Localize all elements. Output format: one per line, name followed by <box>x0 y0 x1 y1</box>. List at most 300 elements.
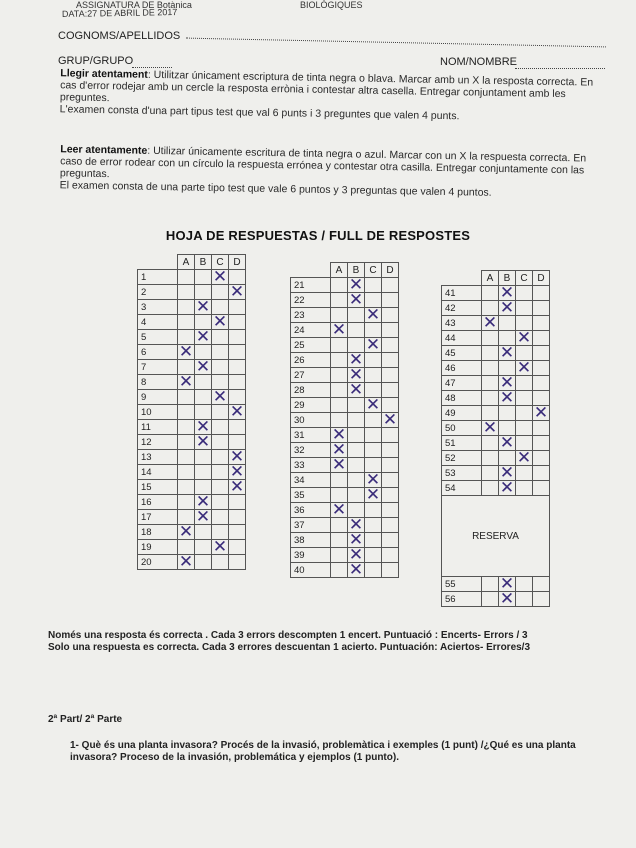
answer-cell-c[interactable] <box>212 480 229 495</box>
question-number: 32 <box>291 443 331 458</box>
answer-cell-a[interactable] <box>178 375 195 390</box>
answer-cell-a[interactable] <box>482 421 499 436</box>
answer-cell-c[interactable] <box>365 548 382 563</box>
answer-cell-c[interactable] <box>212 420 229 435</box>
answer-cell-d[interactable] <box>382 338 399 353</box>
answer-cell-c[interactable] <box>212 360 229 375</box>
answer-cell-b[interactable] <box>348 323 365 338</box>
answer-cell-a[interactable] <box>178 300 195 315</box>
instructions-ca-lead: Llegir atentament <box>60 67 148 81</box>
answer-cell-d[interactable] <box>229 555 246 570</box>
answer-cell-d[interactable] <box>229 315 246 330</box>
answer-cell-c[interactable] <box>212 555 229 570</box>
instructions-catalan <box>60 67 601 124</box>
question-row <box>138 345 246 360</box>
answer-cell-a[interactable] <box>331 383 348 398</box>
question-row <box>138 495 246 510</box>
answer-cell-a[interactable] <box>331 458 348 473</box>
answer-cell-d[interactable] <box>533 376 550 391</box>
column-header: A <box>178 255 195 270</box>
question-row <box>291 503 399 518</box>
answer-grid-1 <box>137 254 246 570</box>
header-blank <box>138 255 178 270</box>
answer-cell-d[interactable] <box>382 368 399 383</box>
question-row <box>442 331 550 346</box>
column-header: B <box>195 255 212 270</box>
answer-cell-a[interactable] <box>178 345 195 360</box>
question-number: 7 <box>138 360 178 375</box>
answer-cell-a[interactable] <box>331 323 348 338</box>
answer-cell-b[interactable] <box>195 450 212 465</box>
answer-cell-a[interactable] <box>331 473 348 488</box>
question-row <box>138 405 246 420</box>
part2-label: 2ª Part/ 2ª Parte <box>48 714 123 725</box>
question-number: 12 <box>138 435 178 450</box>
question-number: 45 <box>442 346 482 361</box>
answer-cell-c[interactable] <box>516 592 533 607</box>
column-header: D <box>229 255 246 270</box>
answer-cell-d[interactable] <box>533 346 550 361</box>
answer-cell-b[interactable] <box>499 406 516 421</box>
question-number: 31 <box>291 428 331 443</box>
exam-date: DATA:27 DE ABRIL DE 2017 <box>61 6 178 20</box>
answer-cell-a[interactable] <box>331 278 348 293</box>
question-number: 42 <box>442 301 482 316</box>
question-number: 15 <box>138 480 178 495</box>
answer-cell-b[interactable] <box>348 308 365 323</box>
answer-cell-b[interactable] <box>499 316 516 331</box>
question-row <box>442 316 550 331</box>
answer-cell-d[interactable] <box>229 360 246 375</box>
column-header: D <box>533 271 550 286</box>
question-number: 54 <box>442 481 482 496</box>
question-number: 43 <box>442 316 482 331</box>
answer-cell-b[interactable] <box>195 555 212 570</box>
answer-cell-b[interactable] <box>195 270 212 285</box>
question-number: 56 <box>442 592 482 607</box>
question-number: 37 <box>291 518 331 533</box>
question-number: 46 <box>442 361 482 376</box>
answer-cell-b[interactable] <box>348 398 365 413</box>
answer-cell-d[interactable] <box>382 293 399 308</box>
answer-cell-b[interactable] <box>195 540 212 555</box>
answer-cell-a[interactable] <box>331 368 348 383</box>
answer-cell-a[interactable] <box>178 465 195 480</box>
answer-cell-d[interactable] <box>382 323 399 338</box>
answer-cell-b[interactable] <box>499 592 516 607</box>
answer-cell-b[interactable] <box>195 510 212 525</box>
answer-cell-c[interactable] <box>516 361 533 376</box>
answer-cell-a[interactable] <box>482 436 499 451</box>
answer-cell-a[interactable] <box>482 391 499 406</box>
question-row <box>442 592 550 607</box>
question-row <box>442 361 550 376</box>
answer-cell-b[interactable] <box>348 458 365 473</box>
answer-cell-c[interactable] <box>365 518 382 533</box>
question-row <box>291 338 399 353</box>
answer-cell-c[interactable] <box>516 391 533 406</box>
question-row <box>442 346 550 361</box>
answer-cell-c[interactable] <box>516 331 533 346</box>
answer-cell-a[interactable] <box>482 361 499 376</box>
answer-cell-d[interactable] <box>533 301 550 316</box>
answer-cell-d[interactable] <box>229 480 246 495</box>
question-row <box>138 555 246 570</box>
answer-cell-a[interactable] <box>178 525 195 540</box>
answer-cell-c[interactable] <box>365 443 382 458</box>
answer-cell-c[interactable] <box>212 345 229 360</box>
answer-sheet-title: HOJA DE RESPUESTAS / FULL DE RESPOSTES <box>165 228 471 243</box>
header-blank <box>291 263 331 278</box>
answer-cell-c[interactable] <box>365 563 382 578</box>
instructions-spanish <box>60 143 601 200</box>
answer-cell-b[interactable] <box>348 473 365 488</box>
question-number: 36 <box>291 503 331 518</box>
answer-cell-c[interactable] <box>212 465 229 480</box>
answer-cell-a[interactable] <box>331 353 348 368</box>
answer-cell-d[interactable] <box>533 436 550 451</box>
question-number: 3 <box>138 300 178 315</box>
answer-cell-b[interactable] <box>195 300 212 315</box>
answer-cell-d[interactable] <box>229 345 246 360</box>
answer-cell-b[interactable] <box>195 390 212 405</box>
answer-cell-d[interactable] <box>533 421 550 436</box>
answer-cell-c[interactable] <box>212 270 229 285</box>
answer-cell-d[interactable] <box>533 481 550 496</box>
answer-cell-c[interactable] <box>365 533 382 548</box>
surname-field[interactable] <box>186 38 606 48</box>
question-row <box>138 315 246 330</box>
question-number: 17 <box>138 510 178 525</box>
question-number: 30 <box>291 413 331 428</box>
question-number: 22 <box>291 293 331 308</box>
question-number: 16 <box>138 495 178 510</box>
question-row <box>291 293 399 308</box>
answer-cell-d[interactable] <box>533 331 550 346</box>
answer-cell-d[interactable] <box>229 420 246 435</box>
answer-cell-c[interactable] <box>365 278 382 293</box>
scoring-note-catalan: Només una resposta és correcta . Cada 3 errors descompten 1 encert. Puntuació : Encerts- Errors / 3 <box>48 630 528 641</box>
answer-cell-c[interactable] <box>365 503 382 518</box>
answer-cell-b[interactable] <box>195 360 212 375</box>
answer-cell-c[interactable] <box>212 390 229 405</box>
question-row <box>291 518 399 533</box>
answer-cell-b[interactable] <box>348 563 365 578</box>
answer-cell-c[interactable] <box>516 301 533 316</box>
answer-cell-d[interactable] <box>382 488 399 503</box>
question-row <box>291 548 399 563</box>
answer-cell-a[interactable] <box>331 293 348 308</box>
answer-cell-a[interactable] <box>178 555 195 570</box>
reserva-box: RESERVA <box>442 496 550 577</box>
question-number: 50 <box>442 421 482 436</box>
answer-cell-c[interactable] <box>365 488 382 503</box>
answer-cell-d[interactable] <box>382 443 399 458</box>
answer-cell-c[interactable] <box>516 421 533 436</box>
answer-cell-d[interactable] <box>533 592 550 607</box>
question-number: 44 <box>442 331 482 346</box>
answer-cell-a[interactable] <box>178 285 195 300</box>
answer-cell-d[interactable] <box>382 383 399 398</box>
question-row <box>442 577 550 592</box>
answer-cell-b[interactable] <box>499 346 516 361</box>
answer-cell-a[interactable] <box>482 316 499 331</box>
answer-cell-a[interactable] <box>178 450 195 465</box>
answer-cell-b[interactable] <box>348 428 365 443</box>
answer-cell-d[interactable] <box>382 563 399 578</box>
answer-cell-c[interactable] <box>212 435 229 450</box>
answer-cell-d[interactable] <box>229 510 246 525</box>
answer-cell-d[interactable] <box>533 361 550 376</box>
name-field[interactable] <box>515 68 605 69</box>
answer-cell-a[interactable] <box>482 376 499 391</box>
answer-cell-b[interactable] <box>348 488 365 503</box>
answer-cell-d[interactable] <box>229 495 246 510</box>
question-number: 20 <box>138 555 178 570</box>
answer-cell-c[interactable] <box>516 286 533 301</box>
column-header: C <box>212 255 229 270</box>
answer-cell-a[interactable] <box>178 405 195 420</box>
answer-cell-d[interactable] <box>229 540 246 555</box>
answer-cell-a[interactable] <box>482 451 499 466</box>
answer-cell-d[interactable] <box>229 300 246 315</box>
question-number: 38 <box>291 533 331 548</box>
answer-cell-c[interactable] <box>212 405 229 420</box>
answer-cell-d[interactable] <box>229 330 246 345</box>
answer-cell-c[interactable] <box>212 330 229 345</box>
question-row <box>138 375 246 390</box>
question-number: 28 <box>291 383 331 398</box>
answer-cell-a[interactable] <box>482 286 499 301</box>
answer-cell-b[interactable] <box>499 301 516 316</box>
question-row <box>291 473 399 488</box>
question-row <box>442 376 550 391</box>
question-number: 49 <box>442 406 482 421</box>
question-number: 5 <box>138 330 178 345</box>
answer-cell-b[interactable] <box>348 383 365 398</box>
answer-cell-c[interactable] <box>212 540 229 555</box>
answer-cell-c[interactable] <box>365 308 382 323</box>
answer-cell-b[interactable] <box>499 436 516 451</box>
column-header: B <box>499 271 516 286</box>
question-row <box>291 458 399 473</box>
answer-cell-d[interactable] <box>382 518 399 533</box>
question-row <box>291 383 399 398</box>
answer-cell-c[interactable] <box>212 495 229 510</box>
answer-cell-d[interactable] <box>382 413 399 428</box>
answer-cell-a[interactable] <box>178 480 195 495</box>
column-header: C <box>365 263 382 278</box>
answer-cell-c[interactable] <box>212 285 229 300</box>
question-number: 39 <box>291 548 331 563</box>
question-number: 27 <box>291 368 331 383</box>
name-label: NOM/NOMBRE <box>440 56 517 68</box>
answer-cell-c[interactable] <box>516 466 533 481</box>
answer-cell-d[interactable] <box>382 548 399 563</box>
answer-cell-a[interactable] <box>178 420 195 435</box>
answer-cell-a[interactable] <box>331 548 348 563</box>
column-header: B <box>348 263 365 278</box>
question-row <box>291 533 399 548</box>
answer-cell-c[interactable] <box>212 510 229 525</box>
group-label: GRUP/GRUPO <box>58 55 134 67</box>
question-number: 55 <box>442 577 482 592</box>
question-number: 18 <box>138 525 178 540</box>
answer-cell-d[interactable] <box>229 375 246 390</box>
answer-cell-d[interactable] <box>382 428 399 443</box>
question-number: 25 <box>291 338 331 353</box>
answer-cell-a[interactable] <box>482 481 499 496</box>
question-row <box>138 285 246 300</box>
answer-cell-d[interactable] <box>533 316 550 331</box>
answer-cell-a[interactable] <box>331 503 348 518</box>
header-blank <box>442 271 482 286</box>
question-number: 34 <box>291 473 331 488</box>
question-number: 14 <box>138 465 178 480</box>
question-row <box>291 278 399 293</box>
answer-cell-d[interactable] <box>382 308 399 323</box>
answer-cell-c[interactable] <box>516 577 533 592</box>
column-header: C <box>516 271 533 286</box>
answer-cell-a[interactable] <box>331 533 348 548</box>
answer-cell-d[interactable] <box>229 405 246 420</box>
answer-cell-a[interactable] <box>482 592 499 607</box>
answer-cell-a[interactable] <box>482 331 499 346</box>
answer-cell-b[interactable] <box>348 443 365 458</box>
answer-cell-a[interactable] <box>331 398 348 413</box>
instructions-es-lead: Leer atentamente <box>60 143 148 157</box>
question-number: 2 <box>138 285 178 300</box>
question-row <box>138 300 246 315</box>
answer-cell-d[interactable] <box>229 525 246 540</box>
question-number: 11 <box>138 420 178 435</box>
question-row <box>138 420 246 435</box>
answer-cell-c[interactable] <box>516 376 533 391</box>
answer-cell-d[interactable] <box>382 503 399 518</box>
instructions-ca-line2: L'examen consta d'una part tipus test que val 6 punts i 3 preguntes que valen 4 punts. <box>59 103 460 123</box>
answer-cell-b[interactable] <box>195 525 212 540</box>
answer-cell-a[interactable] <box>482 466 499 481</box>
answer-grid-2 <box>290 262 399 578</box>
question-row <box>291 353 399 368</box>
answer-cell-d[interactable] <box>382 353 399 368</box>
question-number: 1 <box>138 270 178 285</box>
answer-cell-c[interactable] <box>212 450 229 465</box>
question-row <box>291 563 399 578</box>
answer-cell-d[interactable] <box>382 458 399 473</box>
question-row <box>442 481 550 496</box>
question-number: 24 <box>291 323 331 338</box>
question-number: 23 <box>291 308 331 323</box>
answer-cell-c[interactable] <box>516 406 533 421</box>
question-row <box>442 451 550 466</box>
question-number: 33 <box>291 458 331 473</box>
answer-cell-a[interactable] <box>331 338 348 353</box>
answer-cell-b[interactable] <box>348 293 365 308</box>
answer-cell-c[interactable] <box>365 413 382 428</box>
answer-cell-b[interactable] <box>499 481 516 496</box>
answer-cell-d[interactable] <box>382 473 399 488</box>
answer-cell-a[interactable] <box>178 315 195 330</box>
answer-cell-b[interactable] <box>195 330 212 345</box>
question-number: 13 <box>138 450 178 465</box>
question-number: 26 <box>291 353 331 368</box>
answer-cell-a[interactable] <box>178 495 195 510</box>
question-number: 40 <box>291 563 331 578</box>
answer-cell-a[interactable] <box>178 435 195 450</box>
question-number: 47 <box>442 376 482 391</box>
question-number: 19 <box>138 540 178 555</box>
answer-cell-d[interactable] <box>382 533 399 548</box>
answer-cell-b[interactable] <box>499 391 516 406</box>
answer-cell-a[interactable] <box>331 563 348 578</box>
answer-cell-d[interactable] <box>533 406 550 421</box>
answer-cell-c[interactable] <box>516 481 533 496</box>
answer-cell-c[interactable] <box>365 353 382 368</box>
question-number: 29 <box>291 398 331 413</box>
answer-cell-a[interactable] <box>482 346 499 361</box>
question-row <box>138 525 246 540</box>
subject-line: ASSIGNATURA DE Botànica <box>76 0 192 10</box>
answer-cell-c[interactable] <box>365 338 382 353</box>
answer-cell-c[interactable] <box>212 315 229 330</box>
instructions-es-text: : Utilizar únicamente escritura de tinta negra o azul. Marcar con un X la respuesta correcta. En caso de error rodear con un círculo la respuesta errónea y contestar otra casilla. Entregar conjuntamente con las preguntas. <box>59 144 587 181</box>
answer-cell-d[interactable] <box>533 451 550 466</box>
answer-cell-c[interactable] <box>365 368 382 383</box>
question-row <box>291 323 399 338</box>
column-header: A <box>482 271 499 286</box>
answer-cell-a[interactable] <box>482 577 499 592</box>
answer-cell-a[interactable] <box>178 390 195 405</box>
surname-label: COGNOMS/APELLIDOS <box>58 30 181 42</box>
answer-cell-a[interactable] <box>178 270 195 285</box>
question-number: 41 <box>442 286 482 301</box>
answer-cell-b[interactable] <box>195 435 212 450</box>
answer-cell-d[interactable] <box>533 286 550 301</box>
answer-cell-a[interactable] <box>331 518 348 533</box>
question-row <box>442 286 550 301</box>
question-number: 4 <box>138 315 178 330</box>
question-row <box>138 480 246 495</box>
column-header: D <box>382 263 399 278</box>
answer-cell-d[interactable] <box>229 285 246 300</box>
answer-cell-d[interactable] <box>533 466 550 481</box>
question-number: 51 <box>442 436 482 451</box>
answer-cell-c[interactable] <box>365 398 382 413</box>
question-number: 21 <box>291 278 331 293</box>
answer-cell-b[interactable] <box>195 375 212 390</box>
question-row <box>291 368 399 383</box>
question-number: 48 <box>442 391 482 406</box>
department-label: BIOLÒGIQUES <box>300 0 363 10</box>
answer-cell-d[interactable] <box>533 577 550 592</box>
question-number: 53 <box>442 466 482 481</box>
question-number: 35 <box>291 488 331 503</box>
answer-cell-b[interactable] <box>195 465 212 480</box>
answer-cell-c[interactable] <box>516 451 533 466</box>
question-number: 8 <box>138 375 178 390</box>
answer-cell-b[interactable] <box>348 413 365 428</box>
question-number: 52 <box>442 451 482 466</box>
answer-grid-3 <box>441 270 550 607</box>
answer-cell-d[interactable] <box>382 278 399 293</box>
question-number: 9 <box>138 390 178 405</box>
question-row <box>442 466 550 481</box>
question-row <box>442 436 550 451</box>
answer-cell-c[interactable] <box>365 428 382 443</box>
question-1: 1- Què és una planta invasora? Procés de la invasió, problemàtica i exemples (1 punt) /¿Qué es una planta invasora? Proceso de la invasión, problemática y ejemplos (1 punto). <box>70 740 576 763</box>
column-header: A <box>331 263 348 278</box>
